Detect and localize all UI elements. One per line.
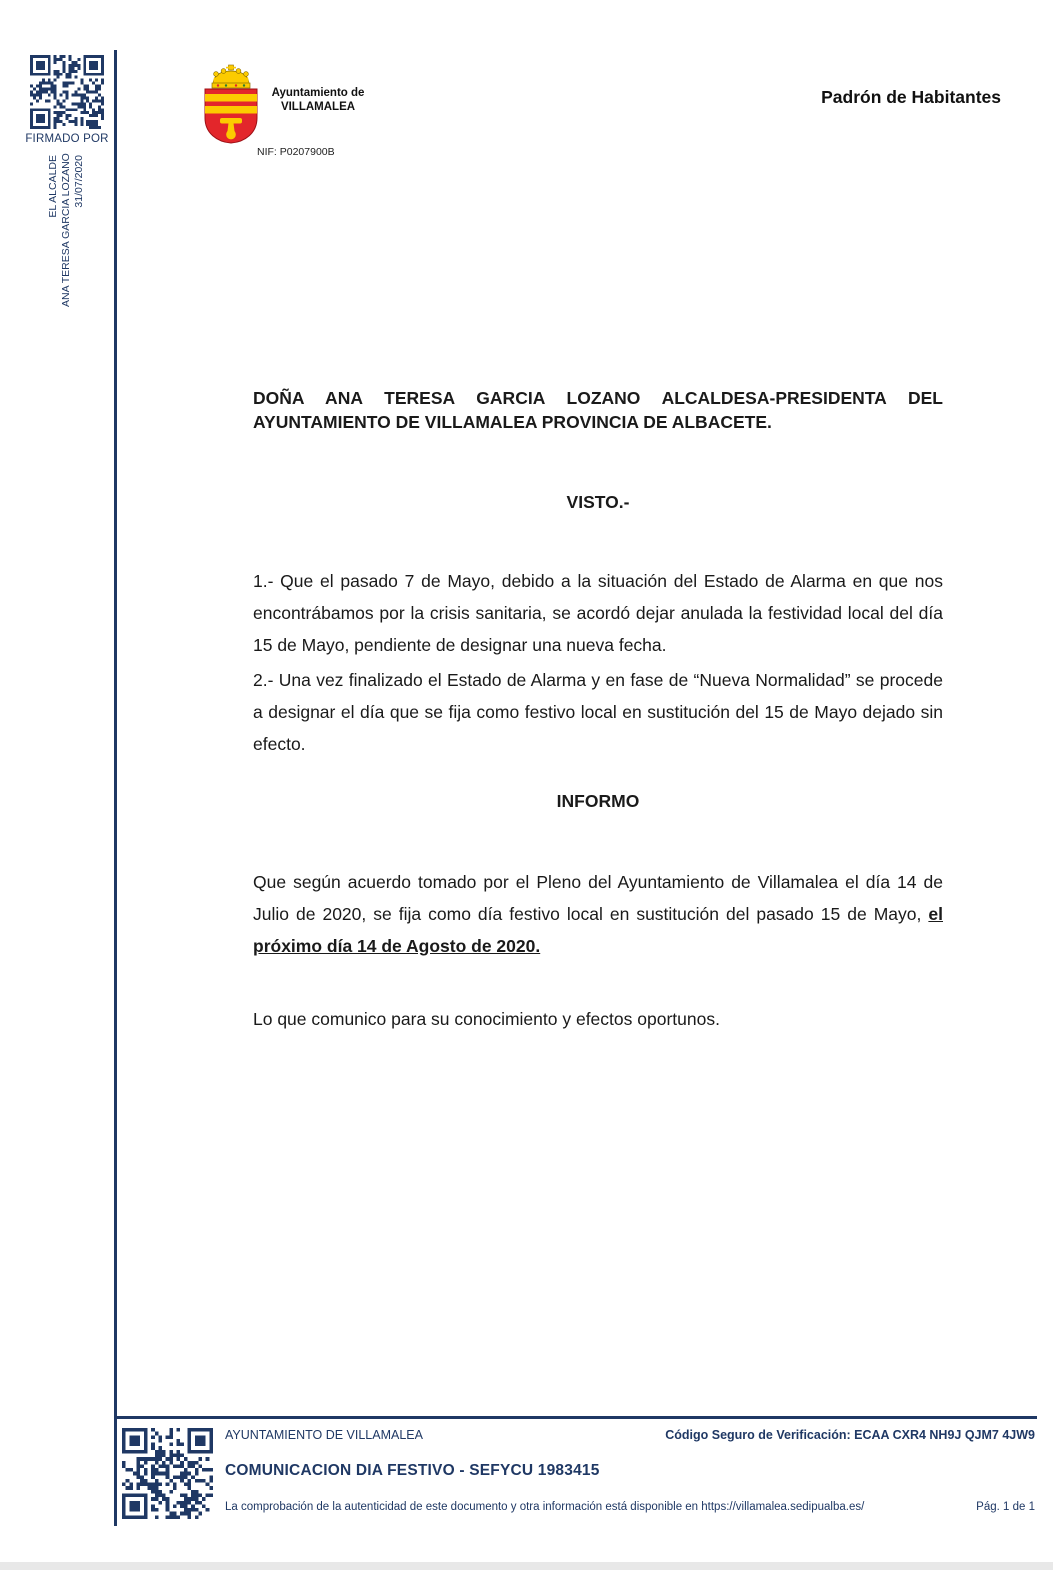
left-vertical-rule	[114, 50, 117, 1526]
signer-role: EL ALCALDE	[47, 155, 59, 218]
coat-of-arms-icon	[199, 63, 263, 147]
document-type-label: Padrón de Habitantes	[821, 87, 1001, 107]
paragraph-3-emphasis: el próximo día 14 de Agosto de 2020.	[253, 904, 943, 956]
paragraph-2: 2.- Una vez finalizado el Estado de Alarma y en fase de “Nueva Normalidad” se procede a designar el día que se fija como festivo local en sustitución del 15 de Mayo dejado sin efecto.	[253, 670, 943, 754]
paragraph-3	[253, 866, 943, 962]
signed-by-label: FIRMADO POR	[25, 133, 109, 145]
footer-verification-note: La comprobación de la autenticidad de este documento y otra información está disponible en https://villamalea.sedipualba.es/	[225, 1501, 865, 1513]
footer-page-number: Pág. 1 de 1	[976, 1501, 1035, 1513]
visto-heading: VISTO.-	[566, 492, 630, 512]
document-title: DOÑA ANA TERESA GARCIA LOZANO ALCALDESA-PRESIDENTA DEL AYUNTAMIENTO DE VILLAMALEA PROVINCIA DE ALBACETE.	[253, 388, 943, 432]
paragraph-1: 1.- Que el pasado 7 de Mayo, debido a la situación del Estado de Alarma en que nos encontrábamos por la crisis sanitaria, se acordó dejar anulada la festividad local del día 15 de Mayo, pendiente de designar una nueva fecha.	[253, 571, 943, 655]
footer-qr-code	[122, 1428, 213, 1519]
signature-details	[47, 155, 86, 307]
signature-date: 31/07/2020	[73, 155, 85, 208]
footer-verification-code: Código Seguro de Verificación: ECAA CXR4 NH9J QJM7 4JW9	[665, 1428, 1035, 1442]
signature-qr-code	[30, 55, 104, 129]
footer-document-title: COMUNICACION DIA FESTIVO - SEFYCU 1983415	[225, 1462, 600, 1479]
org-nif: NIF: P0207900B	[257, 146, 335, 158]
signer-name: ANA TERESA GARCIA LOZANO	[60, 153, 72, 307]
informo-heading: INFORMO	[556, 791, 640, 811]
org-name	[258, 86, 378, 114]
org-name-line2: VILLAMALEA	[280, 101, 356, 113]
org-name-line1: Ayuntamiento de	[271, 87, 365, 99]
paragraph-4: Lo que comunico para su conocimiento y efectos oportunos.	[253, 1009, 720, 1029]
paragraph-3-regular: Que según acuerdo tomado por el Pleno del Ayuntamiento de Villamalea el día 14 de Julio de 2020, se fija como día festivo local en sustitución del pasado 15 de Mayo,	[253, 872, 943, 924]
viewer-bottom-bar	[0, 1562, 1053, 1570]
footer-rule	[114, 1416, 1037, 1419]
footer-org: AYUNTAMIENTO DE VILLAMALEA	[225, 1428, 423, 1442]
